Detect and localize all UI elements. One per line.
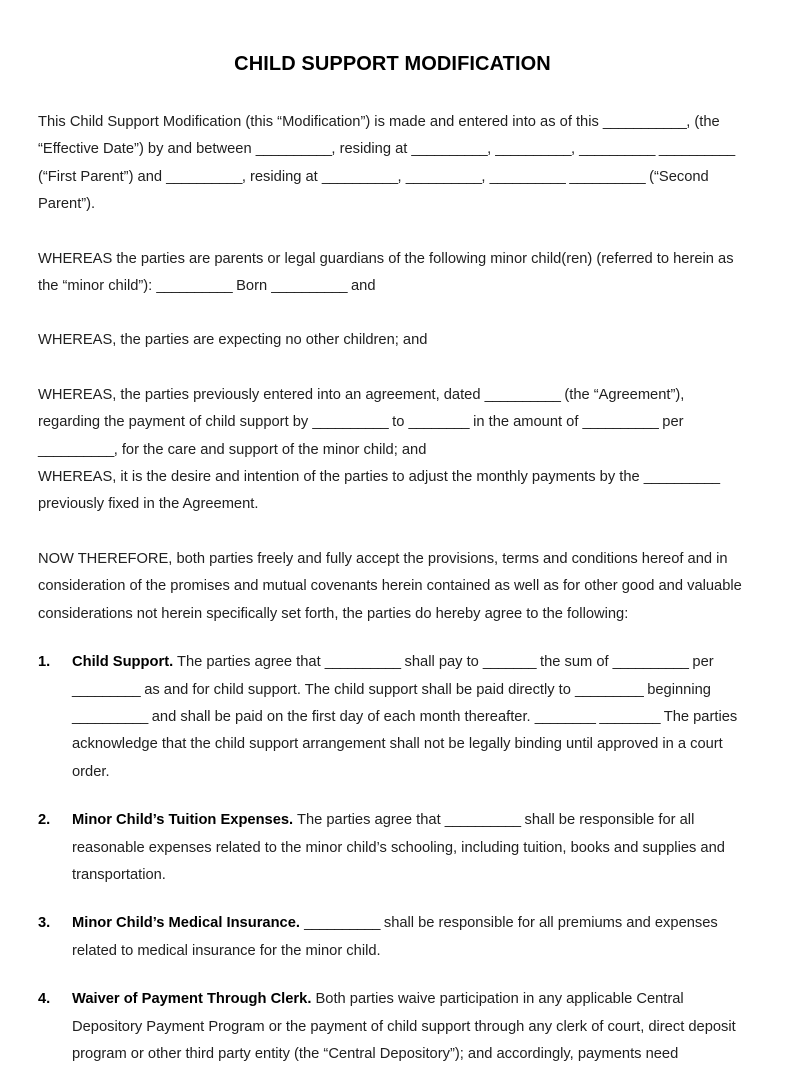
blank-second-parent-name[interactable]: __________ <box>166 168 242 185</box>
blank-cs-extra-1[interactable]: ________ <box>534 708 596 725</box>
whereas-clause-2: WHEREAS, the parties are expecting no other children; and <box>38 332 428 349</box>
now-therefore-paragraph: NOW THEREFORE, both parties freely and fully accept the provisions, terms and conditions hereof and in consideration of the promises and mutual covenants herein contained as well as for other good and valuable considerations not herein specifically set forth, the parties do hereby agree to the following: <box>38 550 742 622</box>
preamble-text-5: , <box>570 141 580 158</box>
blank-first-parent-address-2[interactable]: __________ <box>495 141 571 158</box>
clause-1-child-support <box>38 649 747 786</box>
blank-payee[interactable]: ________ <box>408 414 470 431</box>
clause-3-medical-insurance <box>38 910 747 965</box>
clause-2-heading: Minor Child’s Tuition Expenses. <box>72 812 294 829</box>
preamble-text-9: , <box>397 168 406 185</box>
preamble-text-10: , <box>481 168 490 185</box>
blank-second-parent-address-4[interactable]: __________ <box>569 168 646 185</box>
preamble-text-7: (“First Parent”) and <box>38 168 167 185</box>
blank-minor-child-name[interactable]: __________ <box>156 278 233 295</box>
blank-payor[interactable]: __________ <box>312 414 389 431</box>
preamble-text-12: (“Second Parent”). <box>38 168 709 213</box>
whereas-3-text-4: in the amount of <box>469 414 583 431</box>
whereas-4-text-2: previously fixed in the Agreement. <box>38 496 259 513</box>
whereas-3-text-5: per <box>658 414 684 431</box>
clause-1-text-6: beginning <box>643 681 711 698</box>
clause-2-text-1: The parties agree that <box>293 812 445 829</box>
clause-1-body <box>72 649 747 786</box>
blank-cs-payor[interactable]: __________ <box>324 654 401 671</box>
blank-second-parent-address-1[interactable]: __________ <box>321 168 398 185</box>
preamble-text-1: This Child Support Modification (this “Modification”) is made and entered into as of this <box>38 114 603 130</box>
clause-1-number: 1. <box>38 654 51 671</box>
clause-4-text-1: Both parties waive participation in any applicable Central Depository Payment Program or the payment of child support through any clerk of court, direct deposit program or other third party entity (the “Central Depository”); and accordingly, payments need <box>72 991 736 1062</box>
preamble-paragraph <box>38 109 747 219</box>
clause-2-text-2: shall be responsible for all reasonable expenses related to the minor child’s schooling, including tuition, books and supplies and transportation. <box>72 812 725 883</box>
blank-second-parent-address-2[interactable]: __________ <box>405 168 482 185</box>
blank-monthly-payment[interactable]: __________ <box>643 469 720 486</box>
blank-second-parent-address-3[interactable]: __________ <box>489 168 566 185</box>
blank-first-parent-name[interactable]: __________ <box>255 141 332 158</box>
whereas-clause-4 <box>38 464 747 519</box>
clause-1-text-7: and shall be paid on the first day of each month thereafter. <box>147 708 535 725</box>
clause-3-text-2: shall be responsible for all premiums and expenses related to medical insurance for the minor child. <box>72 915 718 959</box>
blank-first-parent-address-1[interactable]: __________ <box>411 141 488 158</box>
blank-first-parent-address-3[interactable]: __________ <box>579 141 655 158</box>
blank-effective-date[interactable]: ___________ <box>602 114 687 130</box>
clause-1-text-2: shall pay to <box>400 654 483 671</box>
whereas-3-text-6: , for the care and support of the minor child; and <box>113 441 427 458</box>
blank-cs-sum[interactable]: __________ <box>612 654 689 671</box>
preamble-text-8: , residing at <box>241 168 322 185</box>
whereas-1-text-2: Born <box>232 278 272 295</box>
blank-cs-payee[interactable]: _______ <box>482 654 536 671</box>
clause-1-text-4: per <box>688 654 714 671</box>
clause-1-text-3: the sum of <box>535 654 613 671</box>
preamble-text-4: , <box>487 141 496 158</box>
clause-2-body <box>72 807 747 889</box>
clause-3-number: 3. <box>38 915 51 932</box>
whereas-3-text-2: (the “Agreement”), regarding the payment of child support by <box>38 386 685 431</box>
whereas-3-text-3: to <box>388 414 409 431</box>
blank-cs-paid-directly-to[interactable]: _________ <box>575 681 644 698</box>
whereas-4-text-1: WHEREAS, it is the desire and intention of the parties to adjust the monthly payments by the <box>38 469 644 486</box>
clause-4-number: 4. <box>38 991 51 1008</box>
clause-4-waiver-payment-through-clerk <box>38 986 747 1068</box>
clause-3-heading: Minor Child’s Medical Insurance. <box>72 915 300 932</box>
whereas-1-text-1: WHEREAS the parties are parents or legal guardians of the following minor child(ren) (referred to herein as the “minor child”): <box>38 250 734 295</box>
clause-1-text-1: The parties agree that <box>173 654 325 671</box>
whereas-clause-1 <box>38 246 747 301</box>
preamble-text-2: , (the “Effective Date”) by and between <box>38 114 720 158</box>
blank-first-parent-address-4[interactable]: __________ <box>658 141 735 158</box>
blank-cs-extra-2[interactable]: ________ <box>599 708 660 725</box>
blank-insurance-responsible-party[interactable]: __________ <box>304 915 380 932</box>
blank-cs-period[interactable]: _________ <box>72 681 141 698</box>
preamble-text-3: , residing at <box>331 141 412 158</box>
blank-support-amount[interactable]: __________ <box>582 414 659 431</box>
clause-1-heading: Child Support. <box>72 654 174 671</box>
blank-tuition-responsible-party[interactable]: __________ <box>444 812 521 829</box>
whereas-3-text-1: WHEREAS, the parties previously entered into an agreement, dated <box>38 386 485 403</box>
page-title: CHILD SUPPORT MODIFICATION <box>234 53 551 75</box>
clause-2-number: 2. <box>38 812 51 829</box>
clause-4-heading: Waiver of Payment Through Clerk. <box>72 991 312 1008</box>
clause-2-tuition-expenses <box>38 807 747 889</box>
clause-1-text-5: as and for child support. The child support shall be paid directly to <box>140 681 576 698</box>
blank-support-period[interactable]: __________ <box>38 441 114 458</box>
whereas-clause-3 <box>38 382 747 464</box>
whereas-1-text-3: and <box>346 278 376 295</box>
clause-4-body <box>72 986 747 1068</box>
blank-minor-child-birthdate[interactable]: __________ <box>271 278 347 295</box>
blank-cs-beginning-date[interactable]: __________ <box>72 708 148 725</box>
clause-1-text-9: The parties acknowledge that the child support arrangement shall not be legally binding until approved in a court order. <box>72 708 738 780</box>
blank-agreement-date[interactable]: __________ <box>484 386 561 403</box>
clause-3-body <box>72 910 747 965</box>
